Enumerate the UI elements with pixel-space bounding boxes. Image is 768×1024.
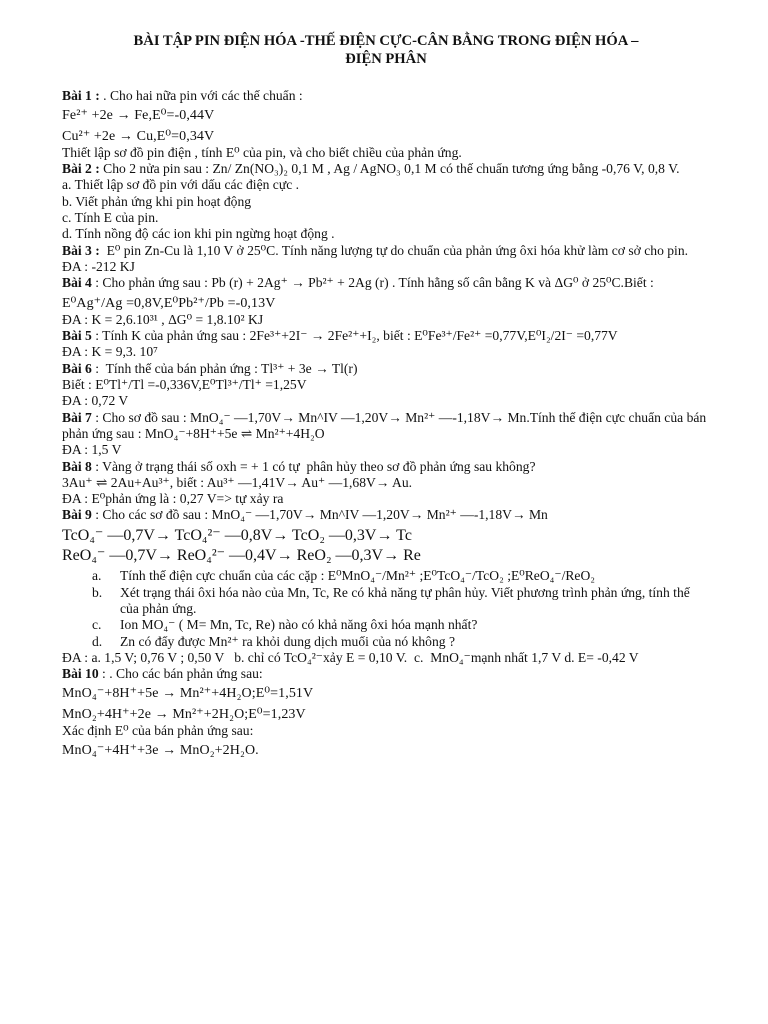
lines-line: [62, 442, 710, 458]
tail-line: [62, 723, 710, 739]
line-text: MnO₄⁻+8H⁺+5e → Mn²⁺+4H₂O;E⁰=1,51V: [62, 686, 314, 702]
exercise-label: Bài 5: [62, 328, 92, 344]
line-text: b. Viết phản ứng khi pin hoạt động: [62, 193, 252, 209]
title-line-1: BÀI TẬP PIN ĐIỆN HÓA -THẾ ĐIỆN CỰC-CÂN BẰNG TRONG ĐIỆN HÓA –: [133, 33, 639, 49]
line-text: ĐA : a. 1,5 V; 0,76 V ; 0,50 V b. chỉ có TcO₄²⁻xảy E = 0,10 V. c. MnO₄⁻mạnh nhất 1,7 V d. E= -0,42 V: [62, 649, 639, 665]
subquestion-item: [92, 568, 710, 584]
exercise-label: Bài 1 :: [62, 88, 100, 103]
line-text: ĐA : K = 2,6.10³¹ , ΔG⁰ = 1,8.10² KJ: [62, 311, 264, 327]
lines-line: [62, 475, 710, 491]
lines-line: [62, 312, 710, 328]
exercise-label: Bài 2 :: [62, 161, 100, 177]
line-text: Xác định E⁰ của bán phản ứng sau:: [62, 722, 254, 738]
title-line-2: ĐIỆN PHÂN: [345, 51, 427, 67]
subquestion-text: Xét trạng thái ôxi hóa nào của Mn, Tc, Re có khả năng tự phân hủy. Viết phương trình phản ứng, tính thế của phản ứng.: [120, 584, 690, 616]
line-text: ĐA : E⁰phản ứng là : 0,27 V=> tự xảy ra: [62, 491, 284, 507]
lines-line: [62, 296, 710, 312]
exercise-label: Bài 8: [62, 458, 92, 474]
lines-line: [62, 259, 710, 275]
subquestion-text: Tính thế điện cực chuẩn của các cặp : E⁰MnO₄⁻/Mn²⁺ ;E⁰TcO₄⁻/TcO₂ ;E⁰ReO₄⁻/ReO₂: [120, 568, 596, 584]
line-text: Fe²⁺ +2e → Fe,E⁰=-0,44V: [62, 108, 215, 124]
lines-line: [62, 528, 710, 544]
exercise-lines: [62, 88, 710, 564]
lines-line: [62, 243, 710, 259]
line-text: ĐA : K = 9,3. 10⁷: [62, 344, 158, 360]
line-text: E⁰Ag⁺/Ag =0,8V,E⁰Pb²⁺/Pb =-0,13V: [62, 295, 276, 311]
exercise-lines-tail: [62, 650, 710, 760]
lines-line: [62, 145, 710, 161]
line-text: ReO₄⁻ —0,7V→ ReO₄²⁻ —0,4V→ ReO₂ —0,3V→ Re: [62, 547, 421, 565]
lines-line: [62, 548, 710, 564]
subquestion-marker: b.: [92, 584, 103, 600]
line-text: TcO₄⁻ —0,7V→ TcO₄²⁻ —0,8V→ TcO₂ —0,3V→ Tc: [62, 526, 412, 544]
line-text: MnO₂+4H⁺+2e → Mn²⁺+2H₂O;E⁰=1,23V: [62, 706, 306, 722]
lines-line: [62, 275, 710, 291]
lines-line: [62, 361, 710, 377]
lines-line: [62, 377, 710, 393]
tail-line: [62, 707, 710, 723]
line-text: ĐA : 0,72 V: [62, 393, 129, 409]
line-text: Cho 2 nửa pin sau : Zn/ Zn(NO₃)₂ 0,1 M , Ag / AgNO₃ 0,1 M có thế chuẩn tương ứng bằng -0,76 V, 0,8 V.: [99, 161, 680, 177]
line-text: : . Cho các bán phản ứng sau:: [98, 666, 263, 682]
line-text: d. Tính nồng độ các ion khi pin ngừng hoạt động .: [62, 226, 335, 242]
lines-line: [62, 108, 710, 124]
tail-line: [62, 650, 710, 666]
line-text: . Cho hai nữa pin với các thế chuẩn :: [99, 88, 303, 103]
subquestion-text: Ion MO₄⁻ ( M= Mn, Tc, Re) nào có khả năng ôxi hóa mạnh nhất?: [120, 617, 478, 633]
line-text: c. Tính E của pin.: [62, 210, 159, 226]
line-text: Cu²⁺ +2e → Cu,E⁰=0,34V: [62, 128, 215, 144]
tail-line: [62, 666, 710, 682]
line-text: : Cho các sơ đồ sau : MnO₄⁻ —1,70V→ Mn^IV —1,20V→ Mn²⁺ —-1,18V→ Mn: [91, 507, 548, 523]
document-title: [62, 32, 710, 68]
lines-line: [62, 177, 710, 193]
subquestion-item: [92, 585, 710, 618]
exercise-label: Bài 9: [62, 507, 92, 523]
lines-line: [62, 88, 710, 104]
line-text: : Vàng ở trạng thái số oxh = + 1 có tự phân hủy theo sơ đồ phản ứng sau không?: [91, 458, 536, 474]
exercise-label: Bài 4: [62, 275, 92, 291]
line-text: : Cho phản ứng sau : Pb (r) + 2Ag⁺ → Pb²⁺ + 2Ag (r) . Tính hằng số cân bằng K và ΔG⁰ ở 25⁰C.Biết :: [91, 275, 654, 291]
subquestion-text: Zn có đẩy được Mn²⁺ ra khỏi dung dịch muối của nó không ?: [120, 633, 455, 649]
lines-line: [62, 491, 710, 507]
tail-line: [62, 743, 710, 759]
subquestion-marker: c.: [92, 617, 102, 633]
lines-line: [62, 507, 710, 523]
line-text: : Cho sơ đồ sau : MnO₄⁻ —1,70V→ Mn^IV —1,20V→ Mn²⁺ —-1,18V→ Mn.Tính thế điện cực chuẩn của bán phản ứng sau : MnO₄⁻+8H⁺+5e ⇌ Mn²⁺+4H₂O: [62, 409, 710, 441]
subquestion-item: [92, 634, 710, 650]
lines-line: [62, 410, 710, 443]
bai-9-subquestions: [92, 568, 710, 649]
exercise-label: Bài 6: [62, 360, 92, 376]
lines-line: [62, 344, 710, 360]
subquestion-marker: a.: [92, 568, 102, 584]
line-text: MnO₄⁻+4H⁺+3e → MnO₂+2H₂O.: [62, 743, 259, 759]
line-text: E⁰ pin Zn-Cu là 1,10 V ở 25⁰C. Tính năng lượng tự do chuẩn của phản ứng ôxi hóa khử làm cơ sở cho pin.: [99, 242, 689, 258]
line-text: Biết : E⁰Tl⁺/Tl =-0,336V,E⁰Tl³⁺/Tl⁺ =1,25V: [62, 377, 307, 393]
subquestion-marker: d.: [92, 633, 103, 649]
exercise-label: Bài 7: [62, 409, 92, 425]
subquestion-item: [92, 617, 710, 633]
line-text: a. Thiết lập sơ đồ pin với dấu các điện cực .: [62, 177, 300, 193]
lines-line: [62, 161, 710, 177]
lines-line: [62, 459, 710, 475]
lines-line: [62, 226, 710, 242]
lines-line: [62, 393, 710, 409]
line-text: ĐA : -212 KJ: [62, 258, 135, 274]
lines-line: [62, 129, 710, 145]
exercise-label: Bài 3 :: [62, 242, 100, 258]
exercise-label: Bài 10: [62, 666, 99, 682]
line-text: ĐA : 1,5 V: [62, 442, 122, 458]
lines-line: [62, 328, 710, 344]
lines-line: [62, 210, 710, 226]
tail-line: [62, 686, 710, 702]
line-text: : Tính K của phản ứng sau : 2Fe³⁺+2I⁻ → 2Fe²⁺+I₂, biết : E⁰Fe³⁺/Fe²⁺ =0,77V,E⁰I₂/2I⁻ =0,77V: [91, 328, 618, 344]
line-text: 3Au⁺ ⇌ 2Au+Au³⁺, biết : Au³⁺ —1,41V→ Au⁺ —1,68V→ Au.: [62, 474, 413, 490]
lines-line: [62, 194, 710, 210]
line-text: : Tính thế của bán phản ứng : Tl³⁺ + 3e → Tl(r): [91, 360, 358, 376]
line-text: Thiết lập sơ đồ pin điện , tính E⁰ của pin, và cho biết chiều của phản ứng.: [62, 144, 462, 160]
